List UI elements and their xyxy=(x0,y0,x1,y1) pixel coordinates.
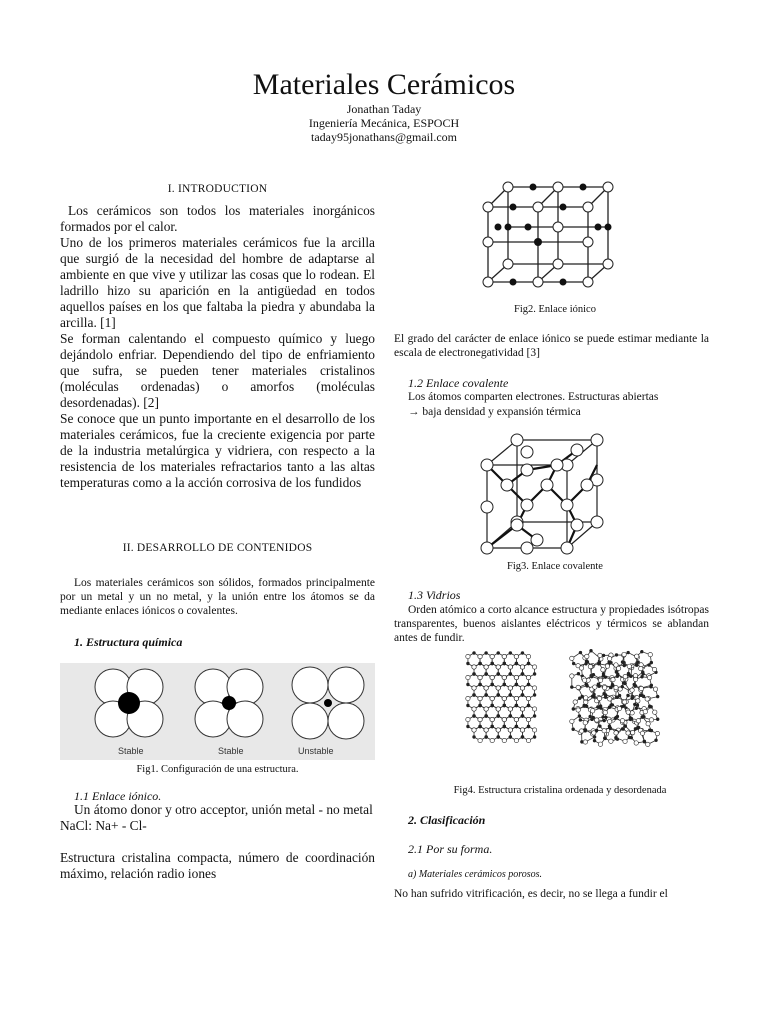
glass-atom xyxy=(589,715,592,718)
glass-atom xyxy=(641,675,644,678)
glass-atom xyxy=(532,707,536,711)
glass-atom xyxy=(572,662,575,665)
glass-atom xyxy=(532,728,536,732)
glass-atom xyxy=(490,717,494,721)
glass-atom xyxy=(585,660,588,663)
glass-atom xyxy=(532,686,536,690)
glass-atom xyxy=(598,678,602,682)
intro-paragraph-4: Se conoce que un punto importante en el desarrollo de los materiales cerámicos, fue la creciente exigencia por parte de la industria metalúrgica y vidriera, con respecto a la resistencia de los materiales refractarios tanto a las altas temperaturas como a la acción corrosiva de los fundidos xyxy=(60,411,375,490)
glass-atom xyxy=(629,718,632,721)
ionic-body xyxy=(60,802,375,882)
glass-atom xyxy=(593,685,597,689)
glass-atom xyxy=(467,704,470,707)
glass-atom xyxy=(491,662,494,665)
glass-atom xyxy=(616,673,619,676)
glass-atom xyxy=(653,687,657,691)
glass-atom xyxy=(533,694,536,697)
ionic-grade-paragraph: El grado del carácter de enlace iónico se puede estimar mediante la escala de electronegatividad [3] xyxy=(394,333,709,359)
glass-atom xyxy=(607,656,611,660)
covalent-paragraph-1: Los átomos comparten electrones. Estructuras abiertas xyxy=(408,391,659,403)
glass-atom xyxy=(503,725,506,728)
glass-atom xyxy=(656,695,659,698)
glass-atom xyxy=(509,715,512,718)
glass-atom xyxy=(636,704,639,707)
figure-1-drawing xyxy=(60,663,375,760)
glass-atom xyxy=(642,673,645,676)
glass-atom xyxy=(648,664,651,667)
glass-atom xyxy=(611,703,614,706)
glass-atom xyxy=(473,673,476,676)
fig1-label-3: Unstable xyxy=(298,746,334,756)
glass-atom xyxy=(520,665,524,669)
glass-atom xyxy=(583,740,587,744)
glass-atom xyxy=(648,652,652,656)
glass-atom xyxy=(635,707,638,710)
glass-atom xyxy=(595,729,598,732)
glass-atom xyxy=(502,696,506,700)
glass-atom xyxy=(467,662,470,665)
glass-atom xyxy=(485,736,488,739)
glass-atom xyxy=(570,686,573,689)
glass-atom xyxy=(478,654,482,658)
glass-atom xyxy=(614,663,618,667)
glass-atom xyxy=(595,718,599,722)
glass-atom xyxy=(646,722,650,726)
glass-atom xyxy=(496,665,500,669)
desarrollo-text: Los materiales cerámicos son sólidos, formados principalmente por un metal y un no metal, y la unión entre los átomos se da mediante enlaces iónicos o covalentes. xyxy=(60,577,375,617)
glass-atom xyxy=(585,654,589,658)
glass-atom xyxy=(590,709,594,713)
glass-atom xyxy=(515,704,518,707)
glass-atom xyxy=(623,739,627,743)
glass-atom xyxy=(570,674,574,678)
glass-atom xyxy=(502,654,506,658)
glass-atom xyxy=(496,707,500,711)
glass-atom xyxy=(621,685,624,688)
glass-atom xyxy=(497,652,500,655)
glass-atom xyxy=(527,704,530,707)
glass-atom xyxy=(599,725,602,728)
glass-atom xyxy=(584,729,587,732)
glass-atom xyxy=(478,675,482,679)
glass-atom xyxy=(608,719,612,723)
glass-atom xyxy=(472,665,476,669)
glass-atom xyxy=(602,729,606,733)
section-heading-introduction: I. INTRODUCTION xyxy=(167,183,268,195)
glass-atom xyxy=(643,710,647,714)
glass-atom xyxy=(603,719,606,722)
glass-atom xyxy=(473,694,476,697)
glass-atom xyxy=(502,738,506,742)
glass-atom xyxy=(626,710,630,714)
glass-atom xyxy=(603,710,607,714)
glass-atom xyxy=(634,654,638,658)
glass-atom xyxy=(467,725,470,728)
glass-atom xyxy=(650,705,653,708)
glass-atom xyxy=(478,696,482,700)
glass-atom xyxy=(608,661,611,664)
glass-atom xyxy=(634,741,638,745)
glass-atom xyxy=(592,673,595,676)
glass-atom xyxy=(526,738,530,742)
glass-atom xyxy=(650,685,653,688)
fig1-label-1: Stable xyxy=(118,746,144,756)
glass-atom xyxy=(604,696,607,699)
glass-atom xyxy=(580,740,583,743)
glass-atom xyxy=(473,736,476,739)
glass-atom xyxy=(490,696,494,700)
glass-atom xyxy=(637,661,640,664)
glass-atom xyxy=(634,727,637,730)
glass-atom xyxy=(630,736,633,739)
glass-atom xyxy=(521,652,524,655)
glass-atom xyxy=(609,739,613,743)
glass-atom xyxy=(611,684,614,687)
glass-atom xyxy=(497,694,500,697)
figure-4-glass-structures xyxy=(460,648,710,778)
glass-atom xyxy=(653,710,657,714)
glass-atom xyxy=(497,673,500,676)
figure-1-caption: Fig1. Configuración de una estructura. xyxy=(136,764,299,775)
glass-atom xyxy=(521,736,524,739)
ionic-paragraph-3: Estructura cristalina compacta, número de coordinación máximo, relación radio iones xyxy=(60,850,375,881)
glass-atom xyxy=(614,717,617,720)
glass-atom xyxy=(655,739,658,742)
glass-atom xyxy=(509,652,512,655)
glass-paragraph: Orden atómico a corto alcance estructura y propiedades isótropas transparentes, buenos aislantes eléctricos y térmicos se ablandan antes de fundir. xyxy=(394,604,709,644)
glass-atom xyxy=(491,725,494,728)
glass-atom xyxy=(622,728,625,731)
glass-atom xyxy=(485,715,488,718)
figure-4-drawing xyxy=(460,648,710,778)
subsection-heading-porosos: a) Materiales cerámicos porosos. xyxy=(408,869,543,880)
glass-atom xyxy=(573,700,577,704)
glass-atom xyxy=(526,717,530,721)
glass-atom xyxy=(490,738,494,742)
glass-atom xyxy=(479,725,482,728)
glass-atom xyxy=(636,699,640,703)
glass-atom xyxy=(641,715,644,718)
glass-atom xyxy=(514,717,518,721)
glass-atom xyxy=(577,672,580,675)
glass-atom xyxy=(616,696,619,699)
glass-atom xyxy=(615,654,618,657)
ionic-paragraph-1: Un átomo donor y otro acceptor, unión metal - no metal xyxy=(74,802,373,817)
glass-atom xyxy=(592,716,595,719)
fig1-label-2: Stable xyxy=(218,746,244,756)
glass-atom xyxy=(533,715,536,718)
glass-atom xyxy=(515,662,518,665)
glass-atom xyxy=(576,708,580,712)
glass-atom xyxy=(624,682,627,685)
glass-atom xyxy=(579,666,583,670)
section-heading-desarrollo: II. DESARROLLO DE CONTENIDOS xyxy=(122,542,313,554)
glass-atom xyxy=(601,668,605,672)
glass-atom xyxy=(636,719,640,723)
glass-atom xyxy=(620,719,624,723)
glass-atom xyxy=(578,697,581,700)
glass-atom xyxy=(508,686,512,690)
glass-atom xyxy=(520,728,524,732)
glass-atom xyxy=(650,661,653,664)
glass-atom xyxy=(521,715,524,718)
glass-atom xyxy=(503,683,506,686)
glass-atom xyxy=(590,649,593,652)
glass-atom xyxy=(508,728,512,732)
subsection-heading-estructura: 1. Estructura química xyxy=(74,635,183,649)
glass-atom xyxy=(514,675,518,679)
glass-atom xyxy=(466,675,470,679)
glass-atom xyxy=(570,719,574,723)
glass-atom xyxy=(639,694,642,697)
glass-atom xyxy=(652,667,656,671)
glass-atom xyxy=(639,686,643,690)
glass-atom xyxy=(582,678,586,682)
intro-paragraph-1: Los cerámicos son todos los materiales inorgánicos formados por el calor. xyxy=(60,203,375,234)
glass-atom xyxy=(502,717,506,721)
figure-3-drawing xyxy=(472,430,617,558)
glass-atom xyxy=(588,664,592,668)
glass-atom xyxy=(497,715,500,718)
glass-atom xyxy=(578,715,581,718)
glass-atom xyxy=(579,651,582,654)
glass-atom xyxy=(655,731,659,735)
glass-atom xyxy=(643,740,646,743)
glass-atom xyxy=(596,706,599,709)
glass-atom xyxy=(497,736,500,739)
glass-atom xyxy=(622,700,626,704)
glass-atom xyxy=(514,654,518,658)
glass-atom xyxy=(656,718,659,721)
desarrollo-paragraph xyxy=(60,576,375,618)
glass-atom xyxy=(572,708,575,711)
glass-atom xyxy=(478,738,482,742)
glass-atom xyxy=(585,683,588,686)
glass-atom xyxy=(484,686,488,690)
ionic-paragraph-2: NaCl: Na+ - Cl- xyxy=(60,818,147,833)
glass-atom xyxy=(584,696,588,700)
glass-atom xyxy=(509,694,512,697)
glass-atom xyxy=(607,697,611,701)
glass-atom xyxy=(514,738,518,742)
glass-atom xyxy=(466,696,470,700)
glass-atom xyxy=(490,675,494,679)
glass-atom xyxy=(647,675,651,679)
subsection-heading-enlace-ionico: 1.1 Enlace iónico. xyxy=(74,789,162,803)
glass-atom xyxy=(490,654,494,658)
glass-atom xyxy=(602,654,605,657)
glass-atom xyxy=(515,725,518,728)
glass-atom xyxy=(514,696,518,700)
glass-atom xyxy=(484,665,488,669)
glass-atom xyxy=(466,654,470,658)
glass-atom xyxy=(473,652,476,655)
glass-atom xyxy=(496,728,500,732)
glass-atom xyxy=(572,728,575,731)
figure-3-caption: Fig3. Enlace covalente xyxy=(507,561,603,572)
glass-atom xyxy=(622,652,626,656)
figure-1-stability xyxy=(60,663,375,760)
figure-2-caption: Fig2. Enlace iónico xyxy=(514,304,596,315)
glass-atom xyxy=(640,731,644,735)
glass-atom xyxy=(515,683,518,686)
glass-atom xyxy=(583,721,587,725)
glass-atom xyxy=(614,736,617,739)
glass-atom xyxy=(645,697,649,701)
paper-title: Materiales Cerámicos xyxy=(252,68,516,101)
glass-atom xyxy=(485,652,488,655)
glass-atom xyxy=(508,665,512,669)
glass-atom xyxy=(570,656,574,660)
glass-atom xyxy=(520,686,524,690)
porous-paragraph: No han sufrido vitrificación, es decir, no se llega a fundir el xyxy=(394,888,668,900)
glass-atom xyxy=(593,739,596,742)
glass-atom xyxy=(467,683,470,686)
glass-atom xyxy=(485,694,488,697)
glass-atom xyxy=(597,683,600,686)
glass-atom xyxy=(597,696,601,700)
subsection-heading-enlace-covalente: 1.2 Enlace covalente xyxy=(408,376,509,390)
glass-atom xyxy=(579,719,582,722)
glass-atom xyxy=(608,726,611,729)
glass-atom xyxy=(532,665,536,669)
glass-atom xyxy=(623,674,627,678)
glass-atom xyxy=(472,707,476,711)
glass-atom xyxy=(576,685,580,689)
glass-atom xyxy=(527,662,530,665)
glass-atom xyxy=(628,673,631,676)
glass-atom xyxy=(472,686,476,690)
glass-atom xyxy=(496,686,500,690)
glass-atom xyxy=(598,653,602,657)
intro-paragraph-3: Se forman calentando el compuesto químico y luego dejándolo enfriar. Dependiendo del tipo de enfriamiento que sufra, se pueden tener materiales cristalinos (moléculas ordenadas) o amorfos (moléculas desordenadas). [2] xyxy=(60,331,375,410)
glass-atom xyxy=(479,683,482,686)
author-name: Jonathan Taday xyxy=(346,102,422,116)
glass-atom xyxy=(604,676,607,679)
glass-atom xyxy=(485,673,488,676)
glass-atom xyxy=(491,683,494,686)
glass-atom xyxy=(593,696,596,699)
glass-atom xyxy=(649,718,653,722)
glass-atom xyxy=(526,654,530,658)
glass-atom xyxy=(479,704,482,707)
glass-atom xyxy=(491,704,494,707)
glass-atom xyxy=(473,715,476,718)
glass-atom xyxy=(520,707,524,711)
glass-atom xyxy=(521,694,524,697)
glass-atom xyxy=(479,662,482,665)
glass-atom xyxy=(527,725,530,728)
glass-atom xyxy=(484,728,488,732)
glass-atom xyxy=(630,730,634,734)
glass-atom xyxy=(640,650,643,653)
glass-atom xyxy=(583,704,586,707)
glass-atom xyxy=(533,736,536,739)
figure-3-covalent-lattice xyxy=(472,430,617,558)
glass-atom xyxy=(503,662,506,665)
glass-atom xyxy=(581,695,584,698)
glass-atom xyxy=(478,717,482,721)
glass-atom xyxy=(579,729,583,733)
author-affiliation: Ingeniería Mecánica, ESPOCH xyxy=(308,116,460,130)
glass-atom xyxy=(599,707,602,710)
introduction-body xyxy=(60,203,375,491)
glass-atom xyxy=(611,677,615,681)
glass-atom xyxy=(521,673,524,676)
glass-atom xyxy=(608,706,611,709)
glass-atom xyxy=(630,688,634,692)
glass-atom xyxy=(484,707,488,711)
glass-atom xyxy=(508,707,512,711)
glass-atom xyxy=(605,664,609,668)
glass-atom xyxy=(602,686,606,690)
glass-atom xyxy=(533,673,536,676)
glass-atom xyxy=(526,696,530,700)
glass-atom xyxy=(472,728,476,732)
glass-atom xyxy=(502,675,506,679)
glass-atom xyxy=(503,704,506,707)
glass-atom xyxy=(626,731,630,735)
glass-atom xyxy=(627,694,630,697)
glass-atom xyxy=(622,705,625,708)
glass-atom xyxy=(614,685,618,689)
intro-paragraph-2: Uno de los primeros materiales cerámicos fue la arcilla que surgió de la necesidad del hombre de adaptarse al ambiente en que vive y utilizar las cosas que lo rodean. El ladrillo hizo su aparición en la antigüedad en todos aquellos países en los que faltaba la piedra y abundaba la arcilla. [1] xyxy=(60,235,375,330)
subsection-heading-por-su-forma: 2.1 Por su forma. xyxy=(408,842,493,856)
glass-atom xyxy=(509,673,512,676)
figure-2-drawing xyxy=(470,172,630,300)
glass-atom xyxy=(614,731,618,735)
author-email: taday95jonathans@gmail.com xyxy=(310,130,457,144)
glass-atom xyxy=(621,661,624,664)
glass-atom xyxy=(603,737,606,740)
glass-atom xyxy=(526,675,530,679)
subsection-heading-vidrios: 1.3 Vidrios xyxy=(408,588,461,602)
glass-atom xyxy=(635,664,638,667)
glass-atom xyxy=(598,742,602,746)
glass-atom xyxy=(509,736,512,739)
glass-atom xyxy=(634,685,637,688)
glass-atom xyxy=(646,742,650,746)
glass-atom xyxy=(598,662,601,665)
glass-atom xyxy=(639,666,643,670)
glass-atom xyxy=(633,677,637,681)
figure-4-caption: Fig4. Estructura cristalina ordenada y desordenada xyxy=(453,785,667,796)
glass-atom xyxy=(648,729,651,732)
glass-atom xyxy=(624,725,627,728)
glass-atom xyxy=(527,683,530,686)
subsection-heading-clasificacion: 2. Clasificación xyxy=(408,813,486,827)
glass-atom xyxy=(466,717,470,721)
covalent-paragraph-2: → baja densidad y expansión térmica xyxy=(408,406,581,418)
glass-atom xyxy=(627,651,630,654)
glass-atom xyxy=(623,664,626,667)
glass-atom xyxy=(627,664,631,668)
glass-atom xyxy=(617,706,621,710)
figure-2-ionic-lattice xyxy=(470,172,630,300)
